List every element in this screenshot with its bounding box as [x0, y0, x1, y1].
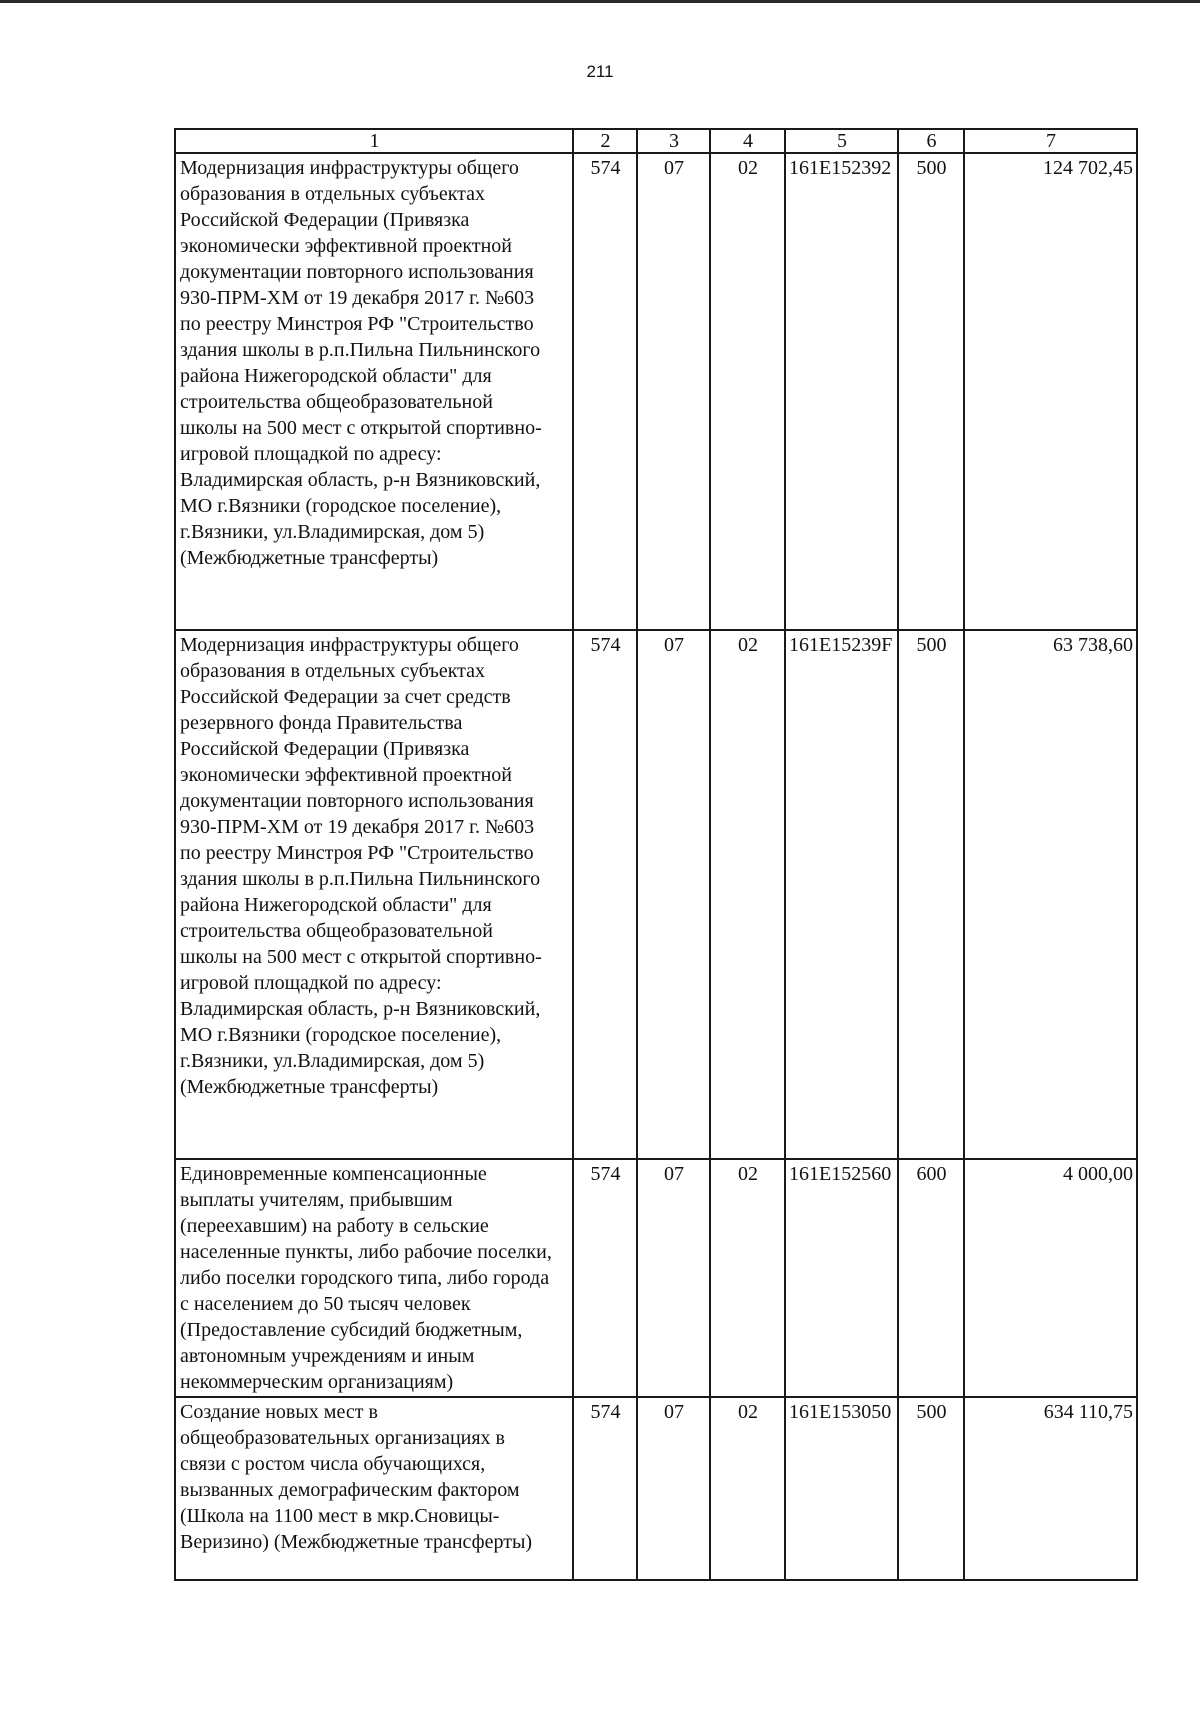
cell-col-7: 634 110,75: [964, 1397, 1137, 1580]
cell-col-3: 07: [637, 1159, 710, 1397]
column-header-7: 7: [964, 129, 1137, 153]
column-header-3: 3: [637, 129, 710, 153]
cell-col-3: 07: [637, 630, 710, 1159]
cell-col-4: 02: [710, 1159, 785, 1397]
cell-col-7: 63 738,60: [964, 630, 1137, 1159]
cell-col-5: 161E152392: [785, 153, 898, 630]
cell-col-6: 500: [898, 630, 964, 1159]
cell-col-5: 161E15239F: [785, 630, 898, 1159]
cell-col-2: 574: [573, 630, 637, 1159]
cell-col-6: 500: [898, 153, 964, 630]
column-header-1: 1: [175, 129, 573, 153]
row-description: Модернизация инфраструктуры общего образования в отдельных субъектах Российской Федерации за счет средств резервного фонда Правительства Российской Федерации (Привязка экономически эффективной проектной документации повторного использования 930-ПРМ-ХМ от 19 декабря 2017 г. №603 по реестру Минстроя РФ "Строительство здания школы в р.п.Пильна Пильнинского района Нижегородской области" для строительства общеобразовательной школы на 500 мест с открытой спортивно- игровой площадкой по адресу: Владимирская область, р-н Вязниковский, МО г.Вязники (городское поселение), г.Вязники, ул.Владимирская, дом 5) (Межбюджетные трансферты): [175, 630, 573, 1159]
cell-col-4: 02: [710, 1397, 785, 1580]
row-description: Модернизация инфраструктуры общего образования в отдельных субъектах Российской Федерации (Привязка экономически эффективной проектной документации повторного использования 930-ПРМ-ХМ от 19 декабря 2017 г. №603 по реестру Минстроя РФ "Строительство здания школы в р.п.Пильна Пильнинского района Нижегородской области" для строительства общеобразовательной школы на 500 мест с открытой спортивно- игровой площадкой по адресу: Владимирская область, р-н Вязниковский, МО г.Вязники (городское поселение), г.Вязники, ул.Владимирская, дом 5) (Межбюджетные трансферты): [175, 153, 573, 630]
cell-col-5: 161E152560: [785, 1159, 898, 1397]
table-row: [175, 630, 1137, 1159]
column-header-6: 6: [898, 129, 964, 153]
cell-col-4: 02: [710, 153, 785, 630]
column-header-4: 4: [710, 129, 785, 153]
cell-col-5: 161E153050: [785, 1397, 898, 1580]
cell-col-2: 574: [573, 1397, 637, 1580]
column-header-5: 5: [785, 129, 898, 153]
cell-col-3: 07: [637, 1397, 710, 1580]
cell-col-7: 124 702,45: [964, 153, 1137, 630]
table-row: [175, 153, 1137, 630]
table-header-row: [175, 129, 1137, 153]
row-description: Создание новых мест в общеобразовательных организациях в связи с ростом числа обучающихся, вызванных демографическим фактором (Школа на 1100 мест в мкр.Сновицы- Веризино) (Межбюджетные трансферты): [175, 1397, 573, 1580]
cell-col-6: 600: [898, 1159, 964, 1397]
table-row: [175, 1159, 1137, 1397]
column-header-2: 2: [573, 129, 637, 153]
cell-col-2: 574: [573, 153, 637, 630]
cell-col-7: 4 000,00: [964, 1159, 1137, 1397]
scan-top-edge: [0, 0, 1200, 3]
cell-col-4: 02: [710, 630, 785, 1159]
row-description: Единовременные компенсационные выплаты учителям, прибывшим (переехавшим) на работу в сельские населенные пункты, либо рабочие поселки, либо поселки городского типа, либо города с населением до 50 тысяч человек (Предоставление субсидий бюджетным, автономным учреждениям и иным некоммерческим организациям): [175, 1159, 573, 1397]
cell-col-3: 07: [637, 153, 710, 630]
table-row: [175, 1397, 1137, 1580]
page-number: 211: [586, 62, 614, 81]
cell-col-2: 574: [573, 1159, 637, 1397]
cell-col-6: 500: [898, 1397, 964, 1580]
budget-table: [174, 128, 1138, 1581]
